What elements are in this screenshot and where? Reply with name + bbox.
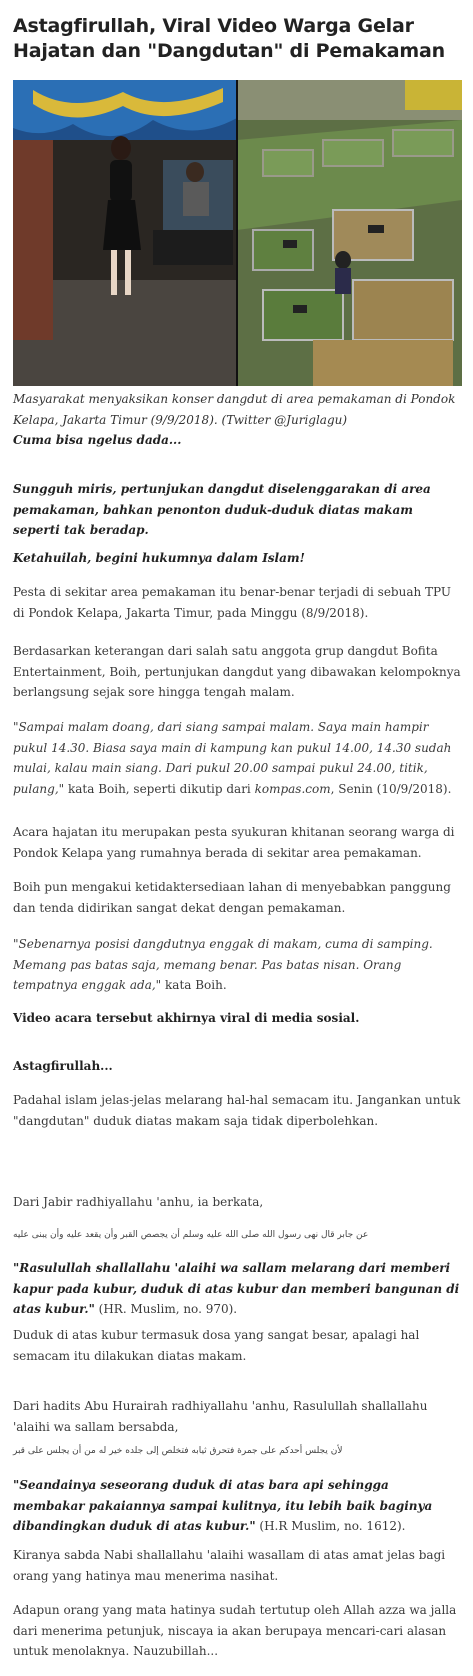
paragraph-body: Berdasarkan keterangan dari salah satu anggota grup dangdut Bofita Entertainment, Boih, pertunjukan dangdut yang dibawakan kelompoknya berlangsung sejak sore hingga tengah malam.	[13, 644, 461, 699]
paragraph-intro: Cuma bisa ngelus dada...	[13, 433, 182, 447]
paragraph-body: Padahal islam jelas-jelas melarang hal-hal semacam itu. Jangankan untuk "dangdutan" duduk diatas makam saja tidak diperbolehkan.	[13, 1093, 461, 1128]
paragraph-body: Acara hajatan itu merupakan pesta syukuran khitanan seorang warga di Pondok Kelapa yang rumahnya berada di sekitar area pemakaman.	[13, 825, 455, 860]
arabic-hadith: عن جابر قال نهى رسول الله صلى الله عليه وسلم أن يجصص القبر وأن يقعد عليه وأن يبنى عليه	[13, 1230, 369, 1240]
quote-attribution: kata Boih, seperti dikutip dari	[64, 781, 255, 796]
hadith-reference: (H.R Muslim, no. 1612).	[255, 1519, 406, 1533]
quote-text: "Sebenarnya posisi dangdutnya enggak di makam, cuma di samping. Memang pas batas saja, memang benar. Pas batas nisan. Orang tempatnya enggak ada,"	[13, 937, 433, 992]
paragraph-bold: Astagfirullah...	[13, 1059, 113, 1073]
paragraph-body: Kiranya sabda Nabi shallallahu 'alaihi wasallam di atas amat jelas bagi orang yang hatinya mau menerima nasihat.	[13, 1548, 446, 1583]
hadith-text: "Seandainya seseorang duduk di atas bara api sehingga membakar pakaiannya sampai kulitnya, itu lebih baik baginya dibandingkan duduk di atas kubur."	[13, 1478, 433, 1533]
paragraph-hadith	[13, 1475, 463, 1537]
hadith-reference: (HR. Muslim, no. 970).	[94, 1302, 238, 1316]
paragraph-body: Adapun orang yang mata hatinya sudah tertutup oleh Allah azza wa jalla dari menerima petunjuk, niscaya ia akan berupaya mencari-cari alasan untuk menolaknya. Nauzubillah...	[13, 1603, 457, 1658]
paragraph-body: Duduk di atas kubur termasuk dosa yang sangat besar, apalagi hal semacam itu dilakukan diatas makam.	[13, 1328, 420, 1363]
paragraph-hadith	[13, 1258, 463, 1320]
article-title: Astagfirullah, Viral Video Warga Gelar Hajatan dan "Dangdutan" di Pemakaman	[13, 15, 445, 62]
article-photo	[13, 80, 462, 386]
paragraph-quote	[13, 717, 463, 799]
paragraph-quote	[13, 934, 463, 996]
paragraph-body: Dari Jabir radhiyallahu 'anhu, ia berkata,	[13, 1195, 264, 1209]
source-name: kompas.com	[254, 781, 331, 796]
paragraph-subhead: Ketahuilah, begini hukumnya dalam Islam!	[13, 551, 305, 565]
quote-date: , Senin (10/9/2018).	[330, 781, 452, 796]
paragraph-body: Pesta di sekitar area pemakaman itu benar-benar terjadi di sebuah TPU di Pondok Kelapa, Jakarta Timur, pada Minggu (8/9/2018).	[13, 585, 452, 620]
paragraph-body: Boih pun mengakui ketidaktersediaan lahan di menyebabkan panggung dan tenda didirikan sangat dekat dengan pemakaman.	[13, 880, 451, 915]
article-header	[13, 0, 463, 64]
photo-caption: Masyarakat menyaksikan konser dangdut di area pemakaman di Pondok Kelapa, Jakarta Timur (9/9/2018). (Twitter @Juriglagu)	[13, 392, 456, 427]
quote-text: "Sampai malam doang, dari siang sampai malam. Saya main hampir pukul 14.30. Biasa saya main di kampung kan pukul 14.00, 14.30 sudah mulai, kalau main siang. Dari pukul 20.00 sampai pukul 24.00, titik, pulang,"	[13, 720, 452, 796]
paragraph-lead: Sungguh miris, pertunjukan dangdut diselenggarakan di area pemakaman, bahkan penonton duduk-duduk diatas makam seperti tak beradap.	[13, 482, 431, 537]
quote-attribution: kata Boih.	[161, 978, 227, 992]
arabic-hadith: لأن يجلس أحدكم على جمرة فتحرق ثيابه فتخلص إلى جلده خير له من أن يجلس على قبر	[13, 1446, 343, 1456]
hadith-text: "Rasulullah shallallahu 'alaihi wa sallam melarang dari memberi kapur pada kubur, duduk di atas kubur dan memberi bangunan di atas kubur."	[13, 1261, 460, 1316]
paragraph-bold: Video acara tersebut akhirnya viral di media sosial.	[13, 1011, 360, 1025]
paragraph-body: Dari hadits Abu Hurairah radhiyallahu 'anhu, Rasulullah shallallahu 'alaihi wa sallam bersabda,	[13, 1399, 428, 1434]
